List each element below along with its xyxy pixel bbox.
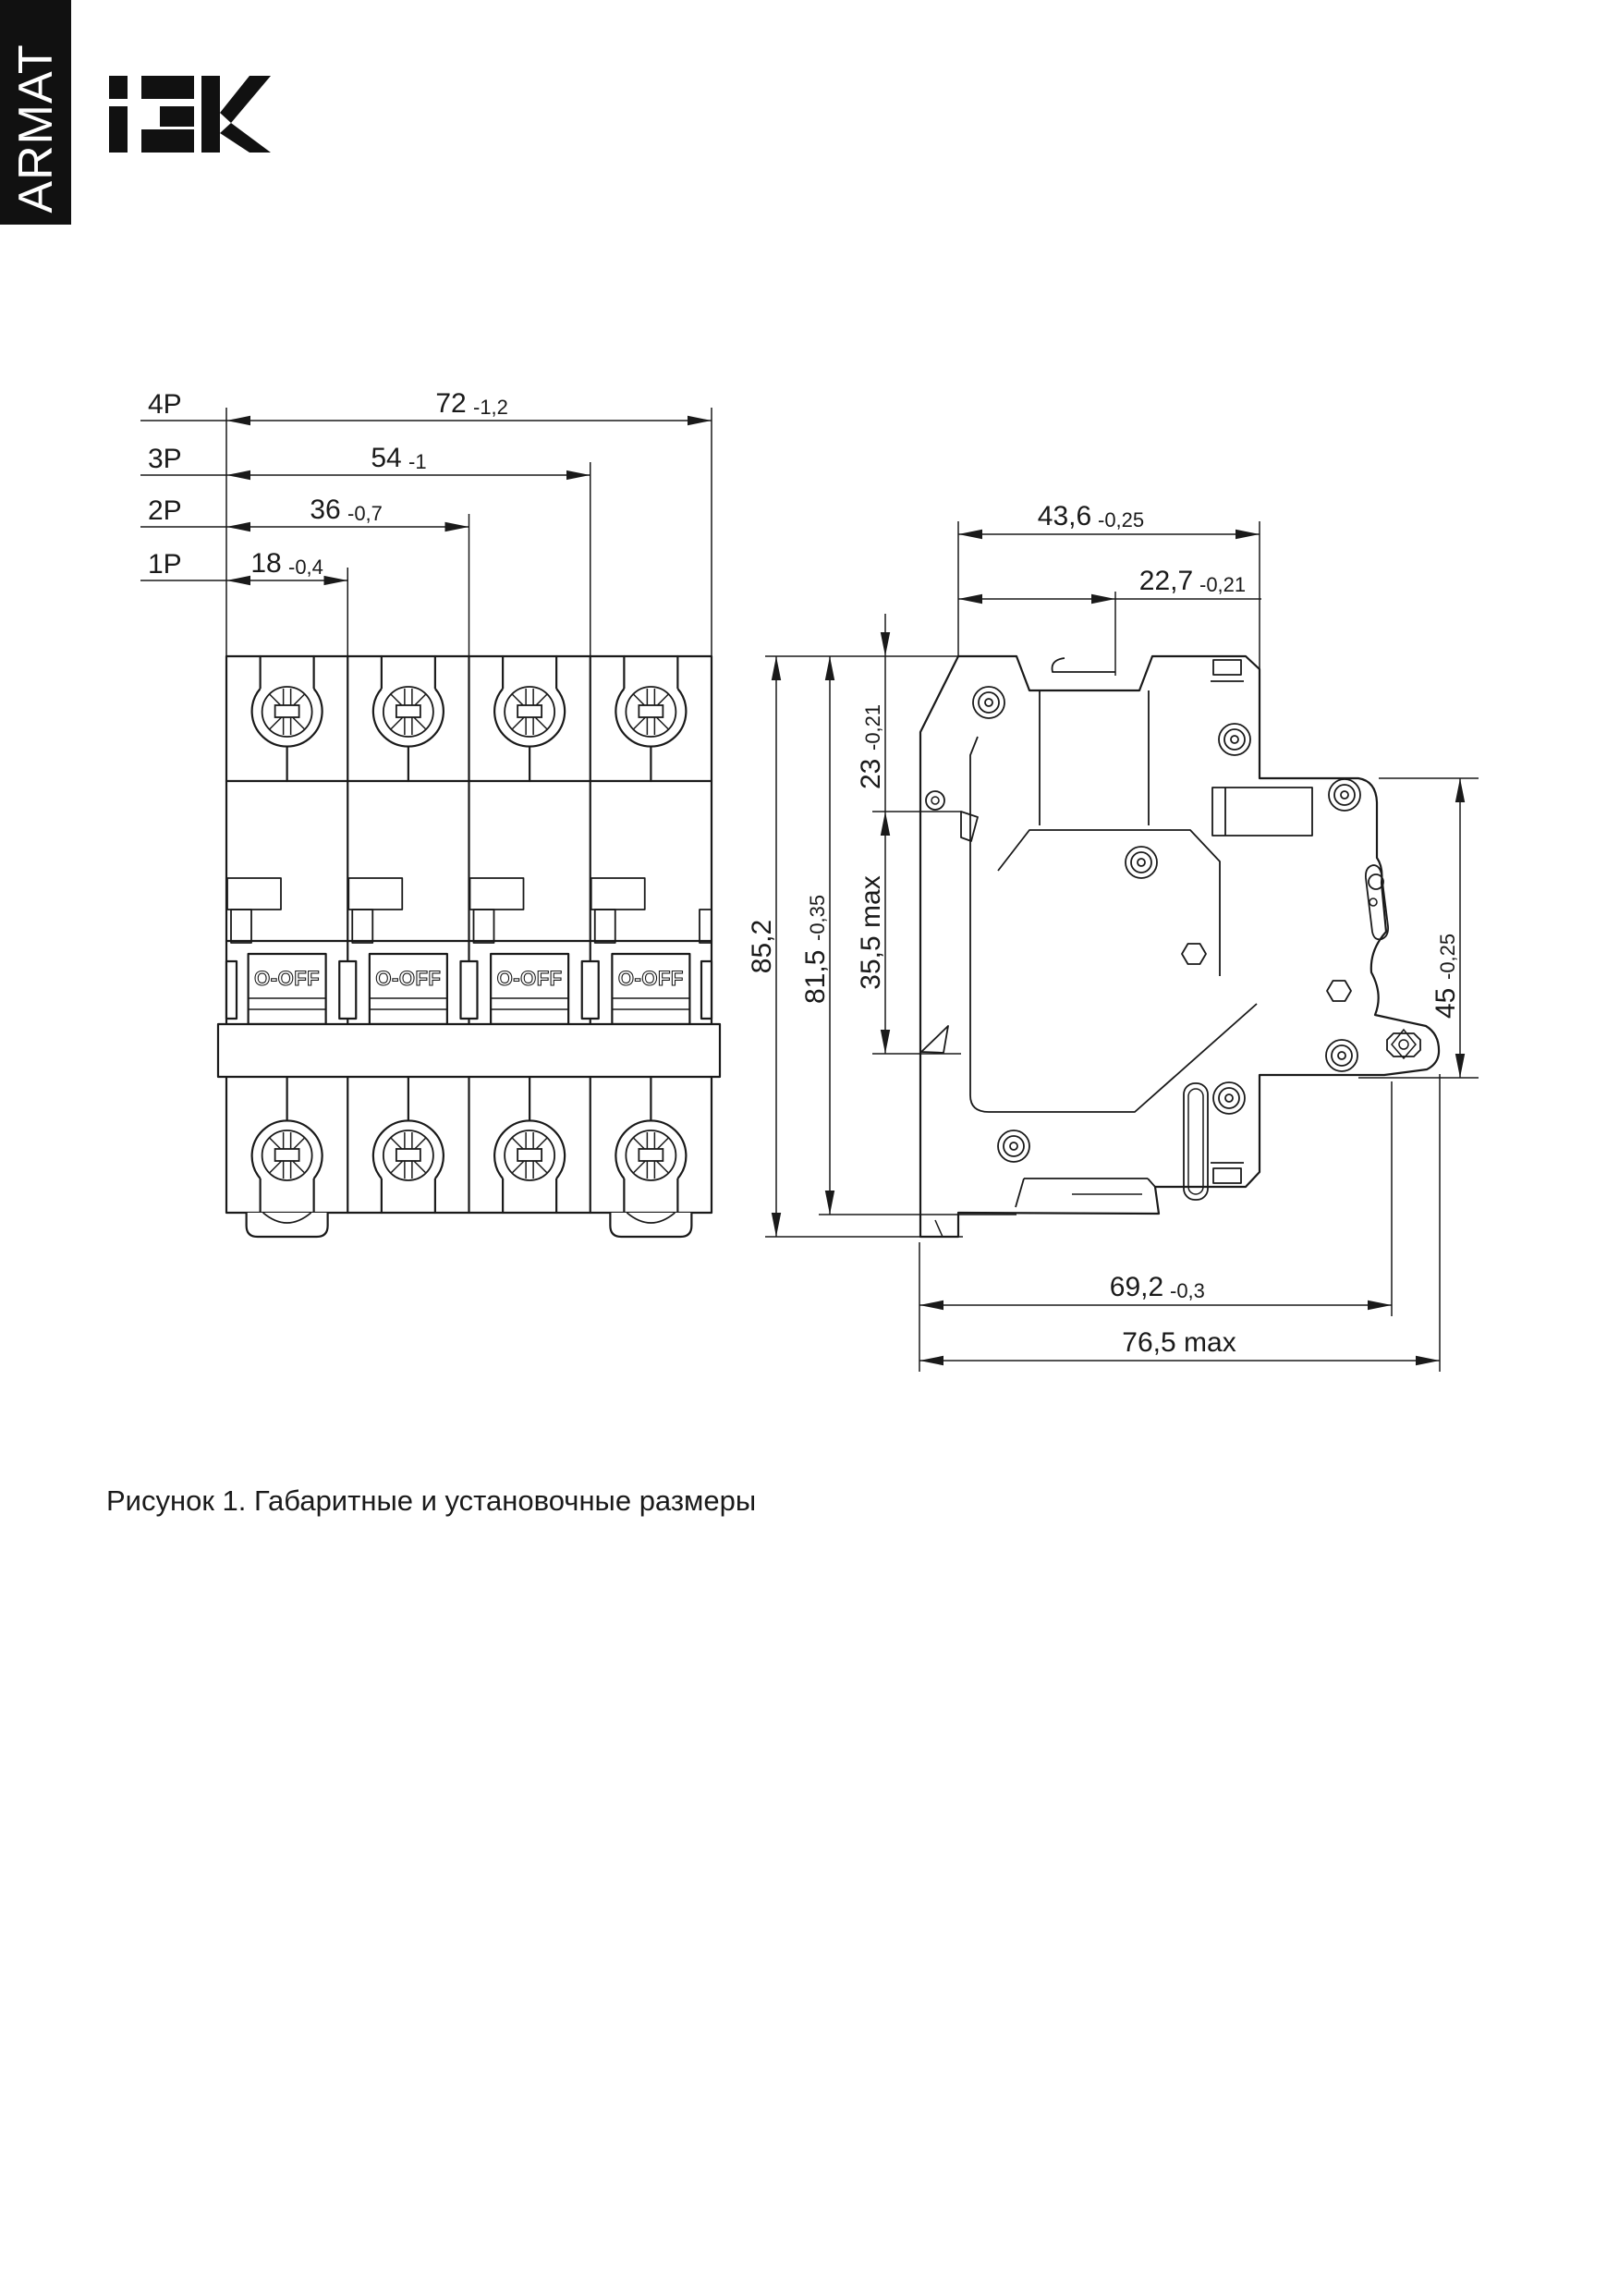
dim-value: 18 <box>250 548 282 579</box>
logo-e-top <box>141 76 194 99</box>
rivet <box>973 687 1004 718</box>
screw-nut <box>396 705 420 717</box>
logo-k-upper <box>220 76 271 123</box>
series-label: ARMAT <box>9 43 63 214</box>
dim-tolerance: -1,2 <box>473 396 508 419</box>
dim-tolerance: -1 <box>408 450 427 473</box>
din-clip-tab <box>610 1213 691 1237</box>
dim-value: 35,5 max <box>856 875 886 990</box>
pole-count-label: 3P <box>148 444 182 474</box>
pole-count-label: 2P <box>148 495 182 526</box>
dim-value: 85,2 <box>747 919 777 974</box>
dim-value: 45 <box>1430 987 1461 1019</box>
dim-value: 22,7 <box>1138 566 1194 596</box>
dim-value: 54 <box>371 443 402 473</box>
front-view <box>218 656 720 1237</box>
screw-nut <box>396 1149 420 1161</box>
dim-top-section <box>856 614 886 812</box>
toggle-label: O-OFF <box>375 967 442 990</box>
dim-height-total <box>747 656 777 1237</box>
dim-tolerance: -0,35 <box>806 894 829 941</box>
dim-value: 43,6 <box>1037 501 1092 531</box>
front-dimensions <box>140 388 712 656</box>
screw-nut <box>639 705 663 717</box>
rivet <box>1326 1040 1357 1071</box>
dim-1p <box>140 548 347 580</box>
logo-e-bottom <box>141 129 194 153</box>
armat-sidebar <box>0 0 71 225</box>
screw-nut <box>517 1149 542 1161</box>
pole-count-label: 4P <box>148 389 182 420</box>
dim-2p <box>140 495 469 527</box>
dim-handle-zone <box>856 812 886 1054</box>
dim-tolerance: -0,21 <box>861 703 884 751</box>
toggle-label: O-OFF <box>496 967 563 990</box>
logo-e-mid <box>160 106 194 127</box>
dim-value: 23 <box>856 758 886 789</box>
figure-caption: Рисунок 1. Габаритные и установочные размеры <box>106 1484 757 1517</box>
dim-tolerance: -0,25 <box>1436 933 1459 980</box>
dim-value: 69,2 <box>1109 1272 1164 1302</box>
dim-value: 72 <box>435 388 467 419</box>
side-view <box>920 656 1439 1237</box>
dim-3p <box>140 443 590 475</box>
rivet <box>998 1130 1029 1162</box>
dim-tolerance: -0,3 <box>1170 1279 1205 1302</box>
divider-tab <box>339 961 356 1019</box>
iek-logo <box>109 76 271 153</box>
dim-value: 76,5 max <box>1122 1327 1236 1358</box>
top-recess-step <box>1053 658 1115 672</box>
dim-height-body <box>800 656 831 1215</box>
din-clip-tab <box>247 1213 328 1237</box>
rivet <box>1329 779 1360 811</box>
divider-tab <box>582 961 599 1019</box>
screw-nut <box>275 1149 299 1161</box>
dim-tolerance: -0,25 <box>1098 508 1145 531</box>
dim-tolerance: -0,4 <box>288 556 323 579</box>
tie-bar <box>218 1024 720 1077</box>
toggle-label: O-OFF <box>617 967 684 990</box>
dim-tolerance: -0,21 <box>1199 573 1247 596</box>
dim-value: 81,5 <box>800 949 831 1004</box>
logo-i-stem <box>109 106 128 153</box>
rivet <box>1219 724 1250 755</box>
logo-k-lower <box>220 123 271 153</box>
divider-tab <box>461 961 478 1019</box>
rivet <box>1126 847 1157 878</box>
divider-tab <box>701 961 712 1019</box>
pole-count-label: 1P <box>148 549 182 580</box>
screw-nut <box>275 705 299 717</box>
dim-tolerance: -0,7 <box>347 502 383 525</box>
logo-k-stem <box>201 76 220 153</box>
dim-value: 36 <box>310 495 341 525</box>
divider-tab <box>226 961 237 1019</box>
toggle-label: O-OFF <box>254 967 321 990</box>
rivet <box>1213 1082 1245 1114</box>
screw-nut <box>639 1149 663 1161</box>
screw-nut <box>517 705 542 717</box>
logo-i-dot <box>109 76 128 99</box>
